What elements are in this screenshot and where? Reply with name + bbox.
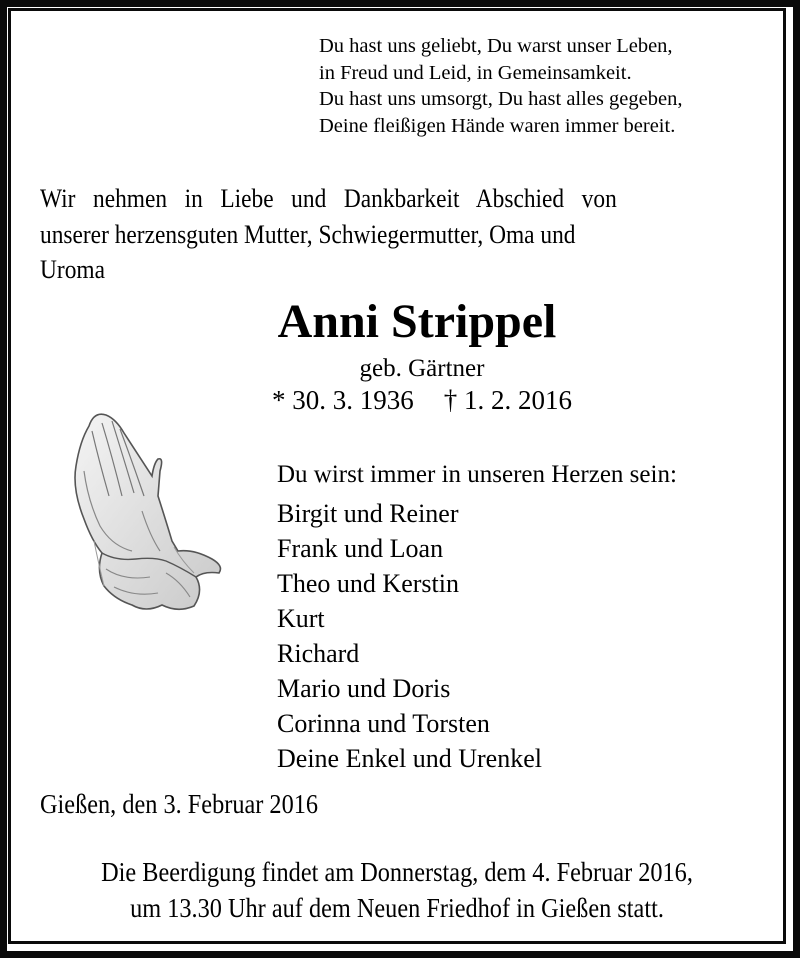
poem-line: Deine fleißigen Hände waren immer bereit. bbox=[319, 114, 676, 137]
obituary-notice bbox=[11, 11, 783, 941]
intro-line: Wir nehmen in Liebe und Dankbarkeit Abschied von bbox=[40, 184, 617, 213]
funeral-line: um 13.30 Uhr auf dem Neuen Friedhof in Gießen statt. bbox=[130, 893, 664, 923]
praying-hands-icon bbox=[54, 401, 229, 616]
poem-line: Du hast uns umsorgt, Du hast alles gegeben, bbox=[319, 88, 683, 110]
mourner-entry: Corinna und Torsten bbox=[277, 709, 490, 738]
intro-line: unserer herzensguten Mutter, Schwiegermutter, Oma und bbox=[40, 219, 576, 249]
birth-date: * 30. 3. 1936 bbox=[272, 385, 414, 415]
place-and-date: Gießen, den 3. Februar 2016 bbox=[40, 789, 319, 819]
mourner-entry: Richard bbox=[277, 639, 360, 668]
poem-line: in Freud und Leid, in Gemeinsamkeit. bbox=[319, 61, 632, 84]
mourner-entry: Frank und Loan bbox=[277, 534, 444, 563]
mourner-entry: Birgit und Reiner bbox=[277, 499, 459, 528]
mourner-entry: Deine Enkel und Urenkel bbox=[277, 744, 542, 773]
memorial-poem bbox=[319, 33, 682, 139]
mourners-list bbox=[277, 496, 542, 776]
funeral-line: Die Beerdigung findet am Donnerstag, dem 4. Februar 2016, bbox=[101, 857, 693, 887]
death-date: † 1. 2. 2016 bbox=[443, 385, 572, 415]
farewell-intro bbox=[40, 181, 760, 288]
intro-line: Uroma bbox=[40, 255, 105, 284]
mourner-entry: Kurt bbox=[277, 604, 325, 633]
mourner-entry: Mario und Doris bbox=[277, 674, 451, 703]
funeral-details bbox=[11, 854, 783, 926]
birth-name: geb. Gärtner bbox=[359, 355, 485, 382]
mourners-heading: Du wirst immer in unseren Herzen sein: bbox=[277, 461, 677, 488]
mourner-entry: Theo und Kerstin bbox=[277, 569, 459, 598]
poem-line: Du hast uns geliebt, Du warst unser Leben, bbox=[319, 35, 673, 57]
deceased-name: Anni Strippel bbox=[277, 295, 557, 348]
